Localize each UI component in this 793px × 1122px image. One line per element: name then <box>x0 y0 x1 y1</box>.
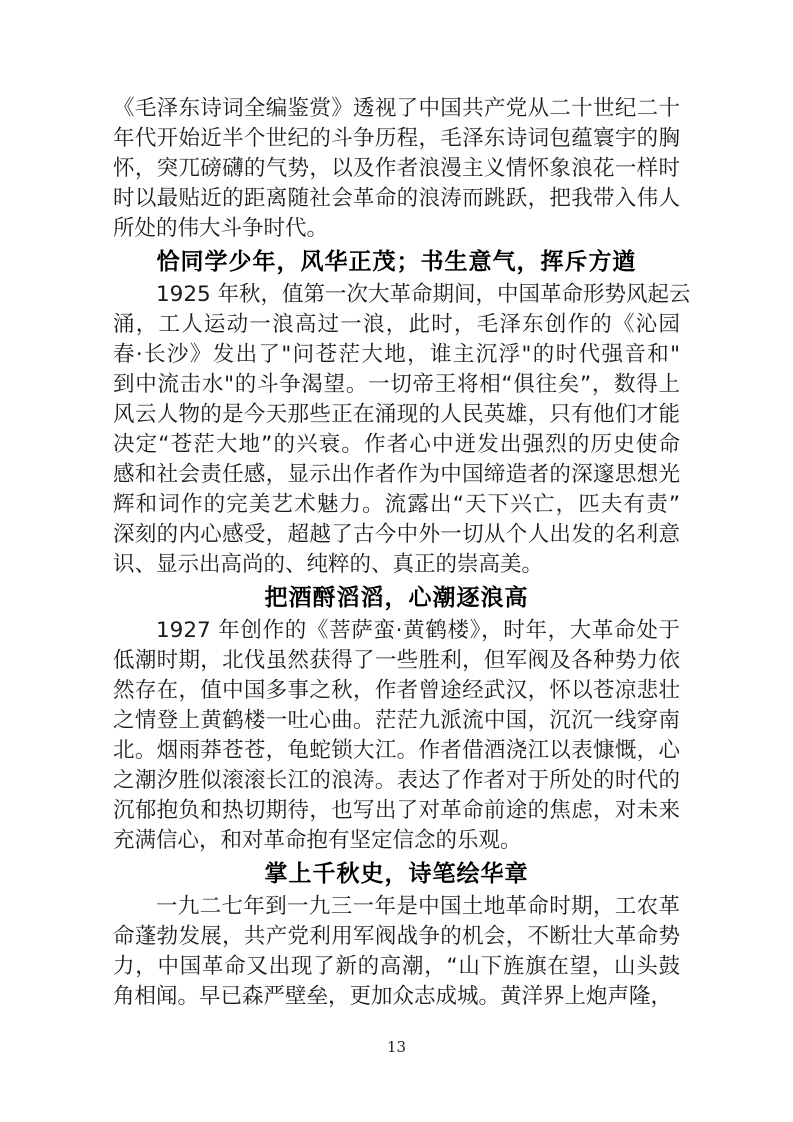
section-heading: 恰同学少年，风华正茂；书生意气，挥斥方遒 <box>156 249 637 275</box>
text-line: 识、显示出高尚的、纯粹的、真正的崇高美。 <box>113 552 544 577</box>
text-line: 春·长沙》发出了"问苍茫大地，谁主沉浮"的时代强音和" <box>113 342 680 367</box>
text-line: 《毛泽东诗词全编鉴赏》透视了中国共产党从二十世纪二十 <box>113 96 680 121</box>
page-number: 13 <box>386 1038 407 1056</box>
text-line: 然存在，值中国多事之秋，作者曾途经武汉，怀以苍凉悲壮 <box>113 678 680 703</box>
text-line: 涌，工人运动一浪高过一浪，此时，毛泽东创作的《沁园 <box>113 312 680 337</box>
text-line: 怀，突兀磅礴的气势，以及作者浪漫主义情怀象浪花一样时 <box>113 156 680 181</box>
text-line: 辉和词作的完美艺术魅力。流露出“天下兴亡，匹夫有责” <box>113 492 680 517</box>
text-line: 1927 年创作的《菩萨蛮·黄鹤楼》，时年，大革命处于 <box>156 618 680 643</box>
text-line: 之潮汐胜似滚滚长江的浪涛。表达了作者对于所处的时代的 <box>113 768 680 793</box>
text-line: 充满信心，和对革命抱有坚定信念的乐观。 <box>113 828 522 853</box>
text-line: 力，中国革命又出现了新的高潮，“山下旌旗在望，山头鼓 <box>113 954 680 979</box>
text-line: 深刻的内心感受，超越了古今中外一切从个人出发的名利意 <box>113 522 680 547</box>
text-line: 命蓬勃发展，共产党利用军阀战争的机会，不断壮大革命势 <box>113 924 680 949</box>
section-heading: 掌上千秋史，诗笔绘华章 <box>264 861 529 887</box>
section-heading: 把酒酹滔滔，心潮逐浪高 <box>264 585 529 611</box>
text-line: 决定“苍茫大地”的兴衰。作者心中迸发出强烈的历史使命 <box>113 432 680 457</box>
document-body <box>113 94 691 1012</box>
text-line: 之情登上黄鹤楼一吐心曲。茫茫九派流中国，沉沉一线穿南 <box>113 708 680 733</box>
text-line: 年代开始近半个世纪的斗争历程，毛泽东诗词包蕴寰宇的胸 <box>113 126 680 151</box>
text-line: 低潮时期，北伐虽然获得了一些胜利，但军阀及各种势力依 <box>113 648 680 673</box>
text-line: 时以最贴近的距离随社会革命的浪涛而跳跃，把我带入伟人 <box>113 186 680 211</box>
text-line: 角相闻。早已森严壁垒，更加众志成城。黄洋界上炮声隆， <box>113 984 673 1009</box>
text-line: 一九二七年到一九三一年是中国土地革命时期，工农革 <box>156 894 680 919</box>
text-line: 北。烟雨莽苍苍，龟蛇锁大江。作者借酒浇江以表慷慨，心 <box>113 738 680 763</box>
text-line: 风云人物的是今天那些正在涌现的人民英雄，只有他们才能 <box>113 402 680 427</box>
text-line: 1925 年秋，值第一次大革命期间，中国革命形势风起云 <box>156 282 691 307</box>
text-line: 到中流击水"的斗争渴望。一切帝王将相“俱往矣”，数得上 <box>113 372 680 397</box>
text-line: 沉郁抱负和热切期待，也写出了对革命前途的焦虑，对未来 <box>113 798 680 823</box>
text-line: 感和社会责任感，显示出作者作为中国缔造者的深邃思想光 <box>113 462 680 487</box>
text-line: 所处的伟大斗争时代。 <box>113 216 329 241</box>
